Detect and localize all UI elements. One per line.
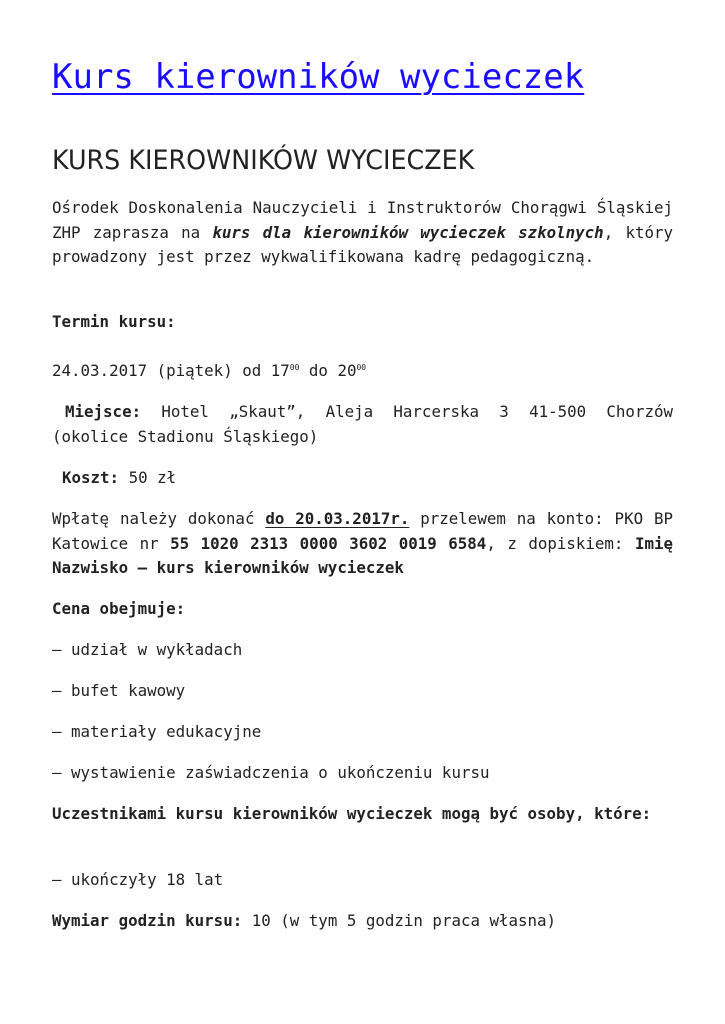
payment-note: Imię Nazwisko – kurs kierowników wycieczek — [52, 533, 673, 577]
participants-item: – ukończyły 18 lat — [52, 870, 224, 889]
course-name: kurs dla kierowników wycieczek szkolnych — [212, 222, 604, 242]
hours-label: Wymiar godzin kursu: — [52, 911, 243, 930]
koszt-label: Koszt: — [62, 468, 120, 487]
payment-paragraph — [52, 507, 673, 581]
termin-date — [52, 359, 673, 387]
termin-date-text: 24.03.2017 (piątek) od 17 — [52, 361, 290, 380]
includes-item: – materiały edukacyjne — [52, 722, 262, 741]
intro-text-2: , który prowadzony jest przez wykwalifikowana kadrę pedagogiczną. — [52, 222, 674, 266]
includes-item: – udział w wykładach — [52, 640, 243, 659]
page-title-link[interactable]: Kurs kierowników wycieczek — [52, 57, 585, 97]
termin-end-sup: 00 — [356, 363, 367, 372]
hours-value: 10 (w tym 5 godzin praca własna) — [242, 911, 557, 930]
miejsce-paragraph — [52, 400, 673, 449]
payment-text-1: Wpłatę należy dokonać — [52, 509, 266, 528]
payment-account: 55 1020 2313 0000 3602 0019 6584 — [170, 533, 487, 553]
payment-text-3: , z dopiskiem: — [486, 533, 635, 553]
termin-to-text: do 20 — [299, 361, 357, 380]
payment-text-2: przelewem na konto: PKO BP Katowice nr — [52, 509, 673, 553]
article-heading: KURS KIEROWNIKÓW WYCIECZEK — [52, 145, 475, 176]
termin-start-sup: 00 — [289, 363, 300, 372]
termin-label: Termin kursu: — [52, 312, 176, 331]
koszt-paragraph — [52, 466, 673, 491]
miejsce-label: Miejsce: — [65, 402, 142, 421]
includes-label: Cena obejmuje: — [52, 599, 186, 618]
participants-label: Uczestnikami kursu kierowników wycieczek mogą być osoby, które: — [52, 804, 652, 823]
includes-item: – wystawienie zaświadczenia o ukończeniu kursu — [52, 763, 490, 782]
koszt-value: 50 zł — [119, 468, 177, 487]
includes-item: – bufet kawowy — [52, 681, 186, 700]
intro-text-1: Ośrodek Doskonalenia Nauczycieli i Instruktorów Chorągwi Śląskiej ZHP zaprasza na — [52, 198, 673, 242]
intro-paragraph — [52, 196, 673, 270]
hours-paragraph — [52, 909, 673, 934]
miejsce-value: Hotel „Skaut”, Aleja Harcerska 3 41-500 Chorzów (okolice Stadionu Śląskiego) — [52, 402, 673, 446]
payment-deadline: do 20.03.2017r. — [265, 509, 410, 528]
